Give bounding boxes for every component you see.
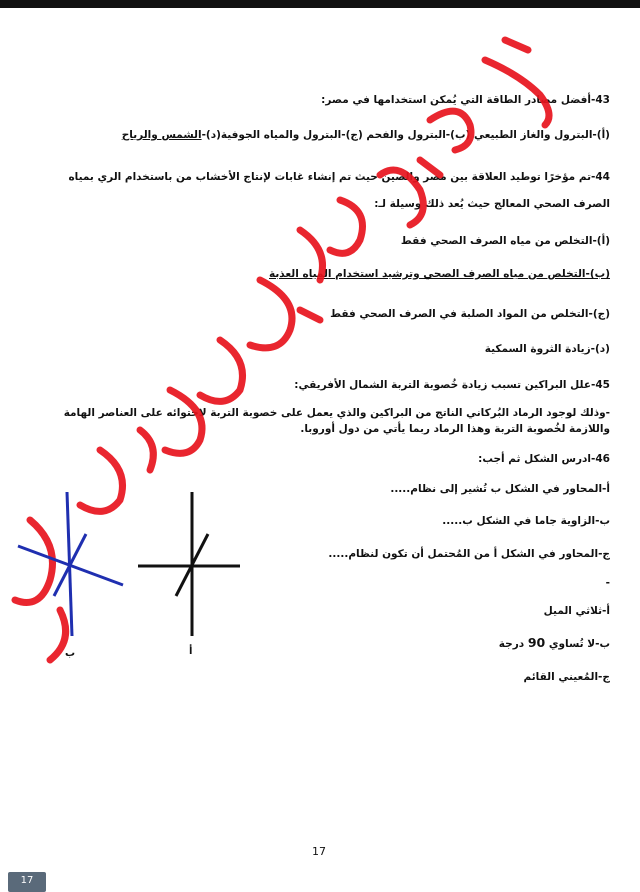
q44-option-c: (ج)-التخلص من المواد الصلبة في الصرف الصحي فقط [330, 308, 610, 320]
q45-answer-line1: -وذلك لوجود الرماد البُركاني الناتج من البراكين والذي يعمل على خصوبة التربة لاحتوائه على العناصر الهامة [63, 407, 610, 419]
q46-answer-b-number: 90 [527, 635, 546, 650]
q46-answer-b [499, 636, 610, 651]
figure-b-label: ب [65, 648, 76, 659]
q44-question-line2: الصرف الصحي المعالج حيث يُعد ذلك وسيلة لـ: [374, 198, 610, 210]
q43-question: 43-أفضل مصادر الطاقة التي يُمكن استخدامها في مصر: [321, 94, 610, 106]
q46-question: 46-ادرس الشكل ثم أجب: [478, 453, 610, 465]
figure-a-label: أ [189, 646, 193, 657]
q44-option-b-answer: (ب)-التخلص من مياه الصرف الصحي وترشيد استخدام المياه العذبة [269, 268, 610, 280]
q43-options [122, 128, 610, 142]
q46-part-b: ب-الزاوية جاما في الشكل ب..... [442, 515, 610, 527]
q46-answer-a: أ-ثلاثي الميل [543, 605, 610, 617]
figure-b-horizontal-axis [18, 546, 123, 585]
q45-question: 45-علل البراكين تسبب زيادة خُصوبة التربة الشمال الأفريقي: [294, 379, 610, 391]
q43-options-text: (أ)-البترول والغاز الطبيعي (ب)-البترول والفحم (ج)-البترول والمياه الجوفية(د)- [201, 129, 610, 141]
q46-answer-c: ج-المُعيني القائم [523, 671, 610, 683]
q44-question-line1: 44-تم مؤخرًا توطيد العلاقة بين مصر والصين حيث تم إنشاء غابات لإنتاج الأخشاب من باستخدام الري بمياه [68, 171, 610, 183]
footer-page-badge: 17 [8, 872, 46, 892]
q44-option-d: (د)-زيادة الثروة السمكية [484, 343, 610, 355]
figure-a-oblique-axis [176, 534, 208, 596]
figure-b-axes [18, 492, 123, 636]
q46-answer-b-suffix: درجة [498, 638, 528, 650]
q44-option-a: (أ)-التخلص من مياه الصرف الصحي فقط [400, 235, 610, 247]
q45-answer-line2: واللازمة لخُصوبة التربة وهذا الرماد ربما يأتي من دول أوروبا. [300, 423, 610, 435]
figure-b-oblique-axis [54, 534, 86, 596]
q43-answer: الشمس والرياح [121, 129, 202, 141]
q46-answer-b-prefix: ب-لا تُساوي [545, 638, 610, 650]
page-number: 17 [312, 845, 326, 858]
top-border [0, 0, 640, 8]
figure-b-vertical-axis [67, 492, 72, 636]
figure-a-axes [138, 492, 240, 636]
q46-part-c: ج-المحاور في الشكل أ من المُحتمل أن تكون لنظام..... [328, 548, 610, 560]
q46-part-a: أ-المحاور في الشكل ب تُشير إلى نظام..... [390, 483, 610, 495]
q46-dash: - [605, 577, 610, 589]
